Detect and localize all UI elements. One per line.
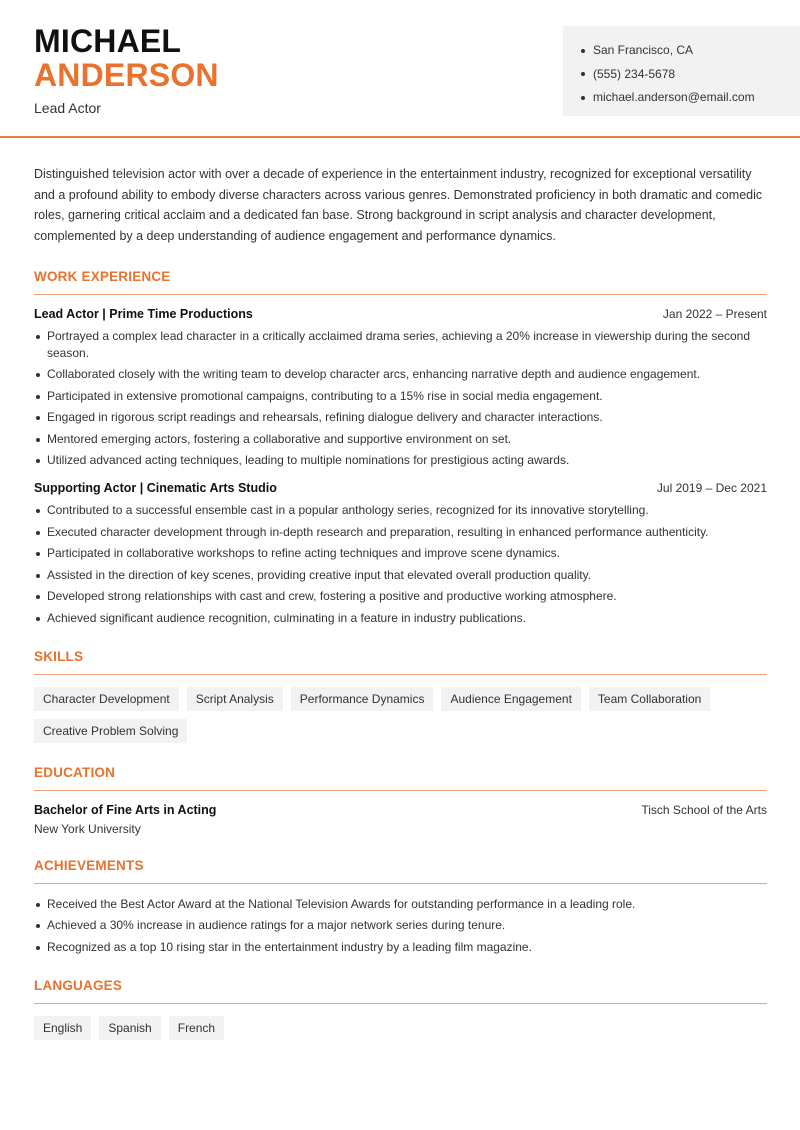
job-dates: Jul 2019 – Dec 2021 (656, 481, 767, 496)
list-item: Assisted in the direction of key scenes, providing creative input that elevated overall production quality. (34, 567, 767, 584)
section-title-work: WORK EXPERIENCE (34, 269, 767, 295)
list-item: Participated in collaborative workshops to refine acting techniques and improve scene dynamics. (34, 545, 767, 562)
contact-location (581, 39, 800, 63)
education-degree: Bachelor of Fine Arts in Acting (34, 802, 217, 817)
skills-section (34, 649, 767, 743)
job-bullets (34, 328, 767, 470)
list-item: Received the Best Actor Award at the National Television Awards for outstanding performance in a leading role. (34, 896, 767, 913)
job-role: Lead Actor | Prime Time Productions (34, 306, 253, 321)
section-title-skills: SKILLS (34, 649, 767, 675)
summary-paragraph: Distinguished television actor with over a decade of experience in the entertainment industry, recognized for exceptional versatility and a profound ability to embody diverse characters across various genres. Demonstrated proficiency in both dramatic and comedic roles, garnering critical acclaim and a dedicated fan base. Strong background in script analysis and character development, complemented by a deep understanding of audience engagement and performance dynamics. (34, 167, 763, 244)
bullet-icon (581, 96, 585, 100)
contact-phone-text: (555) 234-5678 (593, 66, 676, 81)
resume-body (34, 164, 767, 1040)
last-name: ANDERSON (34, 57, 219, 93)
bullet-icon (581, 72, 585, 76)
achievement-bullets (34, 896, 767, 956)
list-item: Achieved a 30% increase in audience ratings for a major network series during tenure. (34, 917, 767, 934)
list-item: Recognized as a top 10 rising star in the entertainment industry by a leading film magazine. (34, 939, 767, 956)
skill-tag: Creative Problem Solving (34, 719, 187, 743)
bullet-icon (581, 49, 585, 53)
list-item: Utilized advanced acting techniques, leading to multiple nominations for prestigious acting awards. (34, 452, 767, 469)
list-item: Participated in extensive promotional campaigns, contributing to a 15% rise in social media engagement. (34, 388, 767, 405)
job-bullets (34, 502, 767, 627)
skill-tag: Performance Dynamics (291, 687, 434, 711)
section-title-achievements: ACHIEVEMENTS (34, 858, 767, 884)
list-item: Achieved significant audience recognition, culminating in a feature in industry publications. (34, 610, 767, 627)
first-name: MICHAEL (34, 23, 182, 59)
job-entry (34, 307, 767, 470)
job-role: Supporting Actor | Cinematic Arts Studio (34, 481, 277, 496)
contact-phone (581, 63, 800, 87)
list-item: Collaborated closely with the writing team to develop character arcs, enhancing narrative depth and audience engagement. (34, 366, 767, 383)
achievements-section (34, 858, 767, 956)
language-tags (34, 1016, 767, 1040)
contact-location-text: San Francisco, CA (593, 43, 694, 57)
education-school: Tisch School of the Arts (641, 802, 767, 817)
skill-tag: Team Collaboration (589, 687, 710, 711)
section-title-education: EDUCATION (34, 765, 767, 791)
contact-box (563, 26, 800, 116)
section-title-languages: LANGUAGES (34, 978, 767, 1004)
language-tag: French (169, 1016, 224, 1040)
language-tag: Spanish (99, 1016, 160, 1040)
skill-tag: Character Development (34, 687, 179, 711)
skill-tag: Audience Engagement (441, 687, 580, 711)
language-tag: English (34, 1016, 91, 1040)
headline-title: Lead Actor (34, 100, 101, 116)
list-item: Developed strong relationships with cast and crew, fostering a positive and productive working atmosphere. (34, 588, 767, 605)
languages-section (34, 978, 767, 1040)
contact-email (581, 86, 800, 110)
list-item: Mentored emerging actors, fostering a collaborative and supportive environment on set. (34, 431, 767, 448)
list-item: Executed character development through in-depth research and preparation, resulting in enhanced performance authenticity. (34, 524, 767, 541)
job-entry (34, 481, 767, 627)
education-university: New York University (34, 821, 141, 836)
skills-tags (34, 687, 767, 743)
work-experience-section (34, 269, 767, 627)
list-item: Contributed to a successful ensemble cast in a popular anthology series, recognized for its innovative storytelling. (34, 502, 767, 519)
contact-email-text[interactable]: michael.anderson@email.com (593, 90, 755, 104)
skill-tag: Script Analysis (187, 687, 283, 711)
education-section (34, 765, 767, 836)
list-item: Engaged in rigorous script readings and rehearsals, refining dialogue delivery and character interactions. (34, 409, 767, 426)
job-dates: Jan 2022 – Present (662, 306, 767, 321)
resume-header (0, 0, 800, 138)
list-item: Portrayed a complex lead character in a critically acclaimed drama series, achieving a 20% increase in viewership during the second season. (34, 328, 767, 362)
